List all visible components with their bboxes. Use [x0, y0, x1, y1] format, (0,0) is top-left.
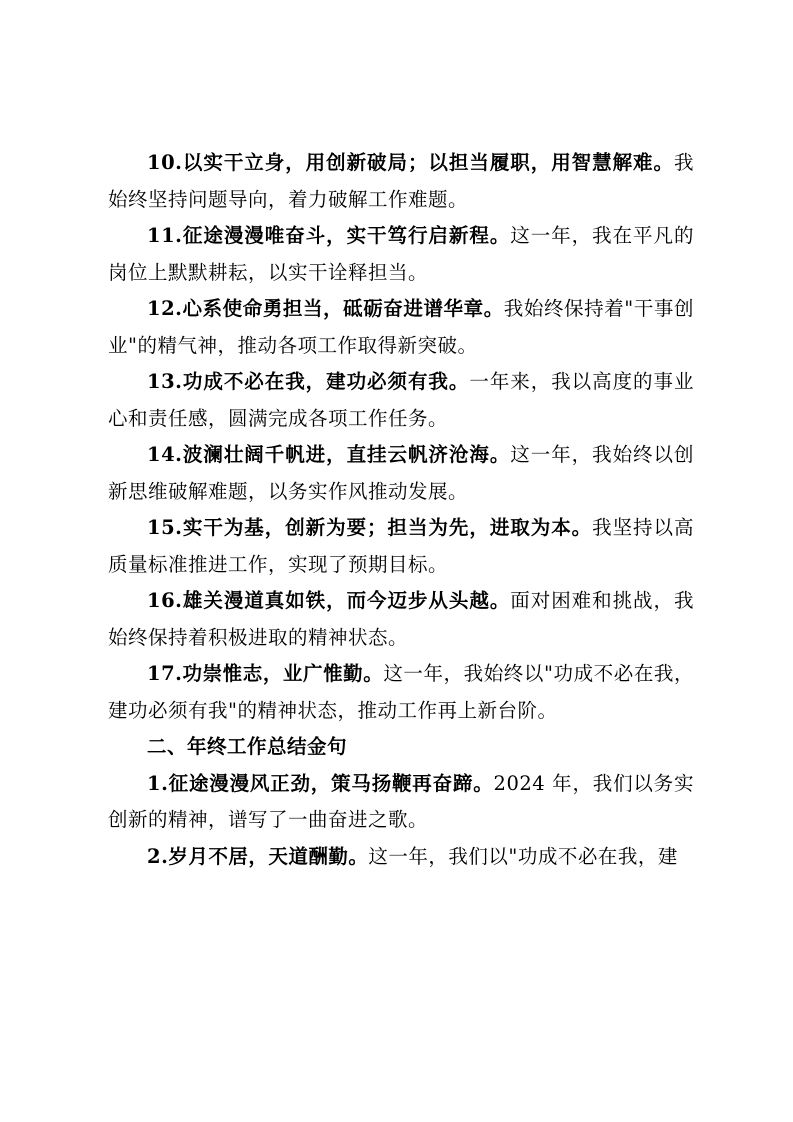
list-item-10 — [108, 145, 694, 218]
item-text: 面对困难和挑战，我始终保持着积极进取的精神状态。 — [108, 589, 694, 649]
item-heading: 17.功崇惟志，业广惟勤。 — [147, 662, 384, 685]
item-text: 这一年，我们以"功成不必在我，建 — [368, 844, 678, 868]
list-item-16 — [108, 583, 694, 656]
item-text: 一年来，我以高度的事业心和责任感，圆满完成各项工作任务。 — [108, 370, 694, 430]
list-item-17 — [108, 656, 694, 729]
item-text: 我坚持以高质量标准推进工作，实现了预期目标。 — [108, 516, 694, 576]
item-heading: 16.雄关漫道真如铁，而今迈步从头越。 — [147, 589, 511, 612]
item-text: 我始终坚持问题导向，着力破解工作难题。 — [108, 151, 694, 211]
section-heading: 二、年终工作总结金句 — [147, 735, 348, 758]
item-heading: 1.征途漫漫风正劲，策马扬鞭再奋蹄。 — [147, 771, 494, 795]
item-heading: 13.功成不必在我，建功必须有我。 — [147, 370, 470, 393]
list-item-13 — [108, 364, 694, 437]
list-item-11 — [108, 218, 694, 291]
list-item-12 — [108, 291, 694, 364]
list-item-14 — [108, 437, 694, 510]
list-item-2 — [108, 839, 694, 876]
item-heading: 10.以实干立身，用创新破局；以担当履职，用智慧解难。 — [147, 151, 674, 174]
item-text: 这一年，我始终以创新思维破解难题，以务实作风推动发展。 — [108, 443, 694, 503]
item-text: 我始终保持着"干事创业"的精气神，推动各项工作取得新突破。 — [108, 297, 694, 357]
list-item-1 — [108, 766, 694, 839]
item-text: 这一年，我在平凡的岗位上默默耕耘，以实干诠释担当。 — [108, 224, 694, 284]
document-body — [108, 145, 694, 875]
list-item-15 — [108, 510, 694, 583]
item-heading: 2.岁月不居，天道酬勤。 — [147, 844, 369, 868]
item-heading: 12.心系使命勇担当，砥砺奋进谱华章。 — [147, 297, 504, 320]
item-heading: 11.征途漫漫唯奋斗，实干笃行启新程。 — [147, 224, 511, 247]
item-heading: 15.实干为基，创新为要；担当为先，进取为本。 — [147, 516, 593, 539]
item-heading: 14.波澜壮阔千帆进，直挂云帆济沧海。 — [147, 443, 511, 466]
item-text: 这一年，我始终以"功成不必在我，建功必须有我"的精神状态，推动工作再上新台阶。 — [108, 662, 694, 722]
item-text: 2024 年，我们以务实创新的精神，谱写了一曲奋进之歌。 — [108, 771, 694, 831]
